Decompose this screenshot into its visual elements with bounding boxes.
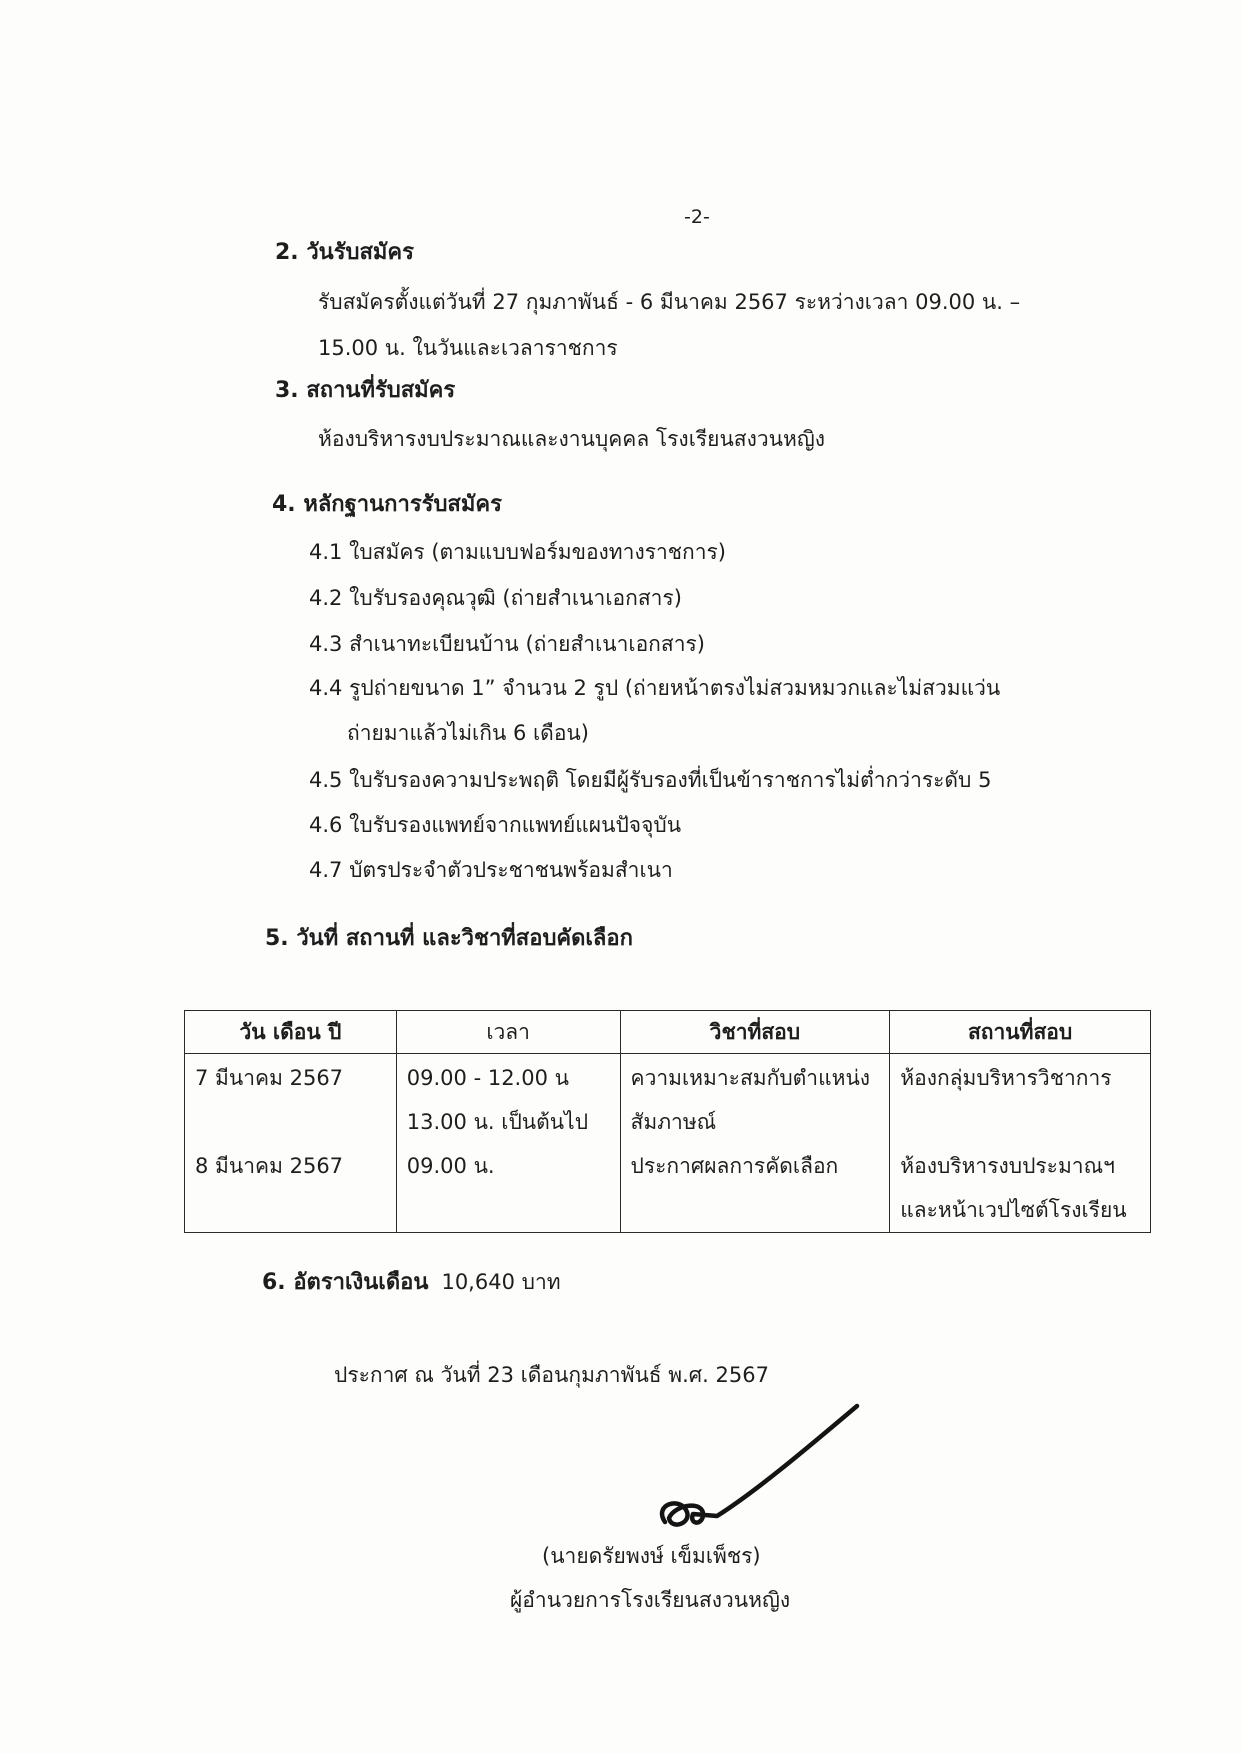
table-cell: ห้องกลุ่มบริหารวิชาการ bbox=[890, 1054, 1151, 1101]
table-cell: ห้องบริหารงบประมาณฯ bbox=[890, 1144, 1151, 1188]
exam-schedule-table bbox=[184, 1010, 1151, 1233]
header-date: วัน เดือน ปี bbox=[185, 1011, 397, 1054]
section-4-heading: 4. หลักฐานการรับสมัคร bbox=[272, 492, 502, 517]
evidence-item: 4.6 ใบรับรองแพทย์จากแพทย์แผนปัจจุบัน bbox=[309, 813, 682, 837]
evidence-item: 4.5 ใบรับรองความประพฤติ โดยมีผู้รับรองที่เป็นข้าราชการไม่ต่ำกว่าระดับ 5 bbox=[309, 768, 992, 792]
table-cell: 7 มีนาคม 2567 bbox=[185, 1054, 397, 1101]
evidence-item-continued: ถ่ายมาแล้วไม่เกิน 6 เดือน) bbox=[347, 721, 589, 745]
table-cell: 09.00 - 12.00 น bbox=[396, 1054, 620, 1101]
signature-mark bbox=[645, 1400, 865, 1550]
table-header-row bbox=[185, 1011, 1151, 1054]
header-time: เวลา bbox=[396, 1011, 620, 1054]
table-cell bbox=[185, 1100, 397, 1144]
section-2-line-1: รับสมัครตั้งแต่วันที่ 27 กุมภาพันธ์ - 6 มีนาคม 2567 ระหว่างเวลา 09.00 น. – bbox=[318, 290, 1021, 314]
header-subject: วิชาที่สอบ bbox=[620, 1011, 890, 1054]
table-cell bbox=[185, 1188, 397, 1233]
evidence-item: 4.1 ใบสมัคร (ตามแบบฟอร์มของทางราชการ) bbox=[309, 540, 726, 564]
salary-value: 10,640 บาท bbox=[441, 1270, 561, 1294]
table-cell: และหน้าเวปไซต์โรงเรียน bbox=[890, 1188, 1151, 1233]
table-cell bbox=[396, 1188, 620, 1233]
evidence-item: 4.3 สำเนาทะเบียนบ้าน (ถ่ายสำเนาเอกสาร) bbox=[309, 632, 705, 656]
table-cell bbox=[620, 1188, 890, 1233]
page-number: -2- bbox=[684, 206, 710, 228]
section-3-line-1: ห้องบริหารงบประมาณและงานบุคคล โรงเรียนสงวนหญิง bbox=[318, 427, 826, 451]
table-cell: 8 มีนาคม 2567 bbox=[185, 1144, 397, 1188]
section-2-heading: 2. วันรับสมัคร bbox=[275, 240, 414, 265]
table-cell: สัมภาษณ์ bbox=[620, 1100, 890, 1144]
table-cell: ความเหมาะสมกับตำแหน่ง bbox=[620, 1054, 890, 1101]
table-cell: 09.00 น. bbox=[396, 1144, 620, 1188]
table-cell: 13.00 น. เป็นต้นไป bbox=[396, 1100, 620, 1144]
section-2-line-2: 15.00 น. ในวันและเวลาราชการ bbox=[318, 336, 618, 360]
section-6 bbox=[262, 1267, 561, 1299]
table-cell: ประกาศผลการคัดเลือก bbox=[620, 1144, 890, 1188]
section-5-heading: 5. วันที่ สถานที่ และวิชาที่สอบคัดเลือก bbox=[265, 926, 633, 951]
table-row bbox=[185, 1100, 1151, 1144]
table-row bbox=[185, 1188, 1151, 1233]
header-location: สถานที่สอบ bbox=[890, 1011, 1151, 1054]
evidence-item: 4.4 รูปถ่ายขนาด 1” จำนวน 2 รูป (ถ่ายหน้าตรงไม่สวมหมวกและไม่สวมแว่น bbox=[309, 676, 1001, 700]
table-row bbox=[185, 1054, 1151, 1101]
table-row bbox=[185, 1144, 1151, 1188]
evidence-item: 4.2 ใบรับรองคุณวุฒิ (ถ่ายสำเนาเอกสาร) bbox=[309, 586, 682, 610]
section-6-heading: 6. อัตราเงินเดือน bbox=[262, 1270, 429, 1295]
section-3-heading: 3. สถานที่รับสมัคร bbox=[275, 378, 456, 403]
signer-name: (นายดรัยพงษ์ เข็มเพ็ชร) bbox=[542, 1544, 761, 1568]
evidence-item: 4.7 บัตรประจำตัวประชาชนพร้อมสำเนา bbox=[309, 858, 673, 882]
table-cell bbox=[890, 1100, 1151, 1144]
announcement-date: ประกาศ ณ วันที่ 23 เดือนกุมภาพันธ์ พ.ศ. 2567 bbox=[334, 1363, 769, 1387]
signer-title: ผู้อำนวยการโรงเรียนสงวนหญิง bbox=[510, 1588, 791, 1612]
